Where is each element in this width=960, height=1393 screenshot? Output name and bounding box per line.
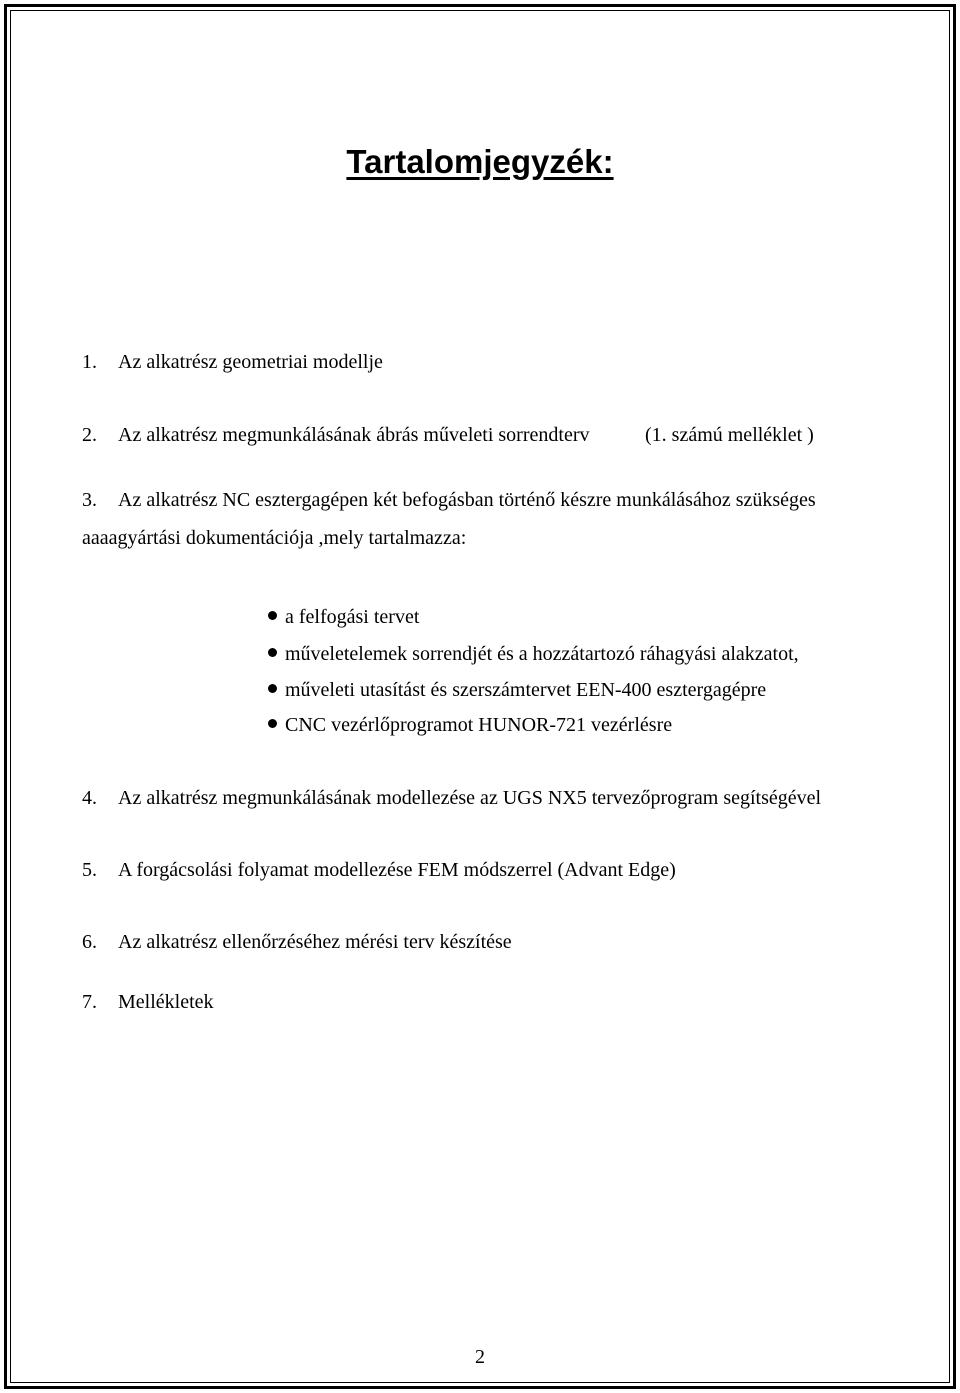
bullet-dot-icon	[268, 719, 277, 728]
bullet-item	[268, 642, 799, 666]
toc-item-text: Az alkatrész megmunkálásának modellezése az UGS NX5 tervezőprogram segítségével	[118, 787, 822, 809]
toc-item-3-continuation: aaaagyártási dokumentációja ,mely tartalmazza:	[82, 527, 467, 549]
toc-item-text: A forgácsolási folyamat modellezése FEM módszerrel (Advant Edge)	[118, 859, 676, 881]
bullet-text: műveletelemek sorrendjét és a hozzátartozó ráhagyási alakzatot,	[285, 643, 799, 665]
toc-item-text: Az alkatrész megmunkálásának ábrás műveleti sorrendterv	[118, 424, 590, 446]
toc-item-number: 2.	[82, 424, 97, 446]
toc-item-number: 4.	[82, 787, 97, 809]
bullet-dot-icon	[268, 611, 277, 620]
bullet-item	[268, 713, 672, 737]
bullet-item	[268, 678, 766, 702]
toc-item-text: Az alkatrész geometriai modellje	[118, 351, 383, 373]
bullet-text: a felfogási tervet	[285, 606, 420, 628]
page-number: 2	[475, 1346, 485, 1368]
toc-item-text: Az alkatrész ellenőrzéséhez mérési terv készítése	[118, 931, 512, 953]
bullet-text: műveleti utasítást és szerszámtervet EEN-400 esztergagépre	[285, 679, 767, 701]
toc-item-number: 6.	[82, 931, 97, 953]
bullet-dot-icon	[268, 684, 277, 693]
bullet-text: CNC vezérlőprogramot HUNOR-721 vezérlésre	[285, 714, 673, 736]
toc-item-reference: (1. számú melléklet )	[645, 424, 814, 446]
bullet-dot-icon	[268, 648, 277, 657]
toc-item-number: 7.	[82, 991, 97, 1013]
toc-item-number: 3.	[82, 489, 97, 511]
bullet-item	[268, 605, 419, 629]
toc-item-text: Mellékletek	[118, 991, 214, 1013]
toc-item-number: 1.	[82, 351, 97, 373]
toc-item-text: Az alkatrész NC esztergagépen két befogásban történő készre munkálásához szükséges	[118, 489, 816, 511]
toc-item-number: 5.	[82, 859, 97, 881]
page-title: Tartalomjegyzék:	[346, 143, 614, 180]
